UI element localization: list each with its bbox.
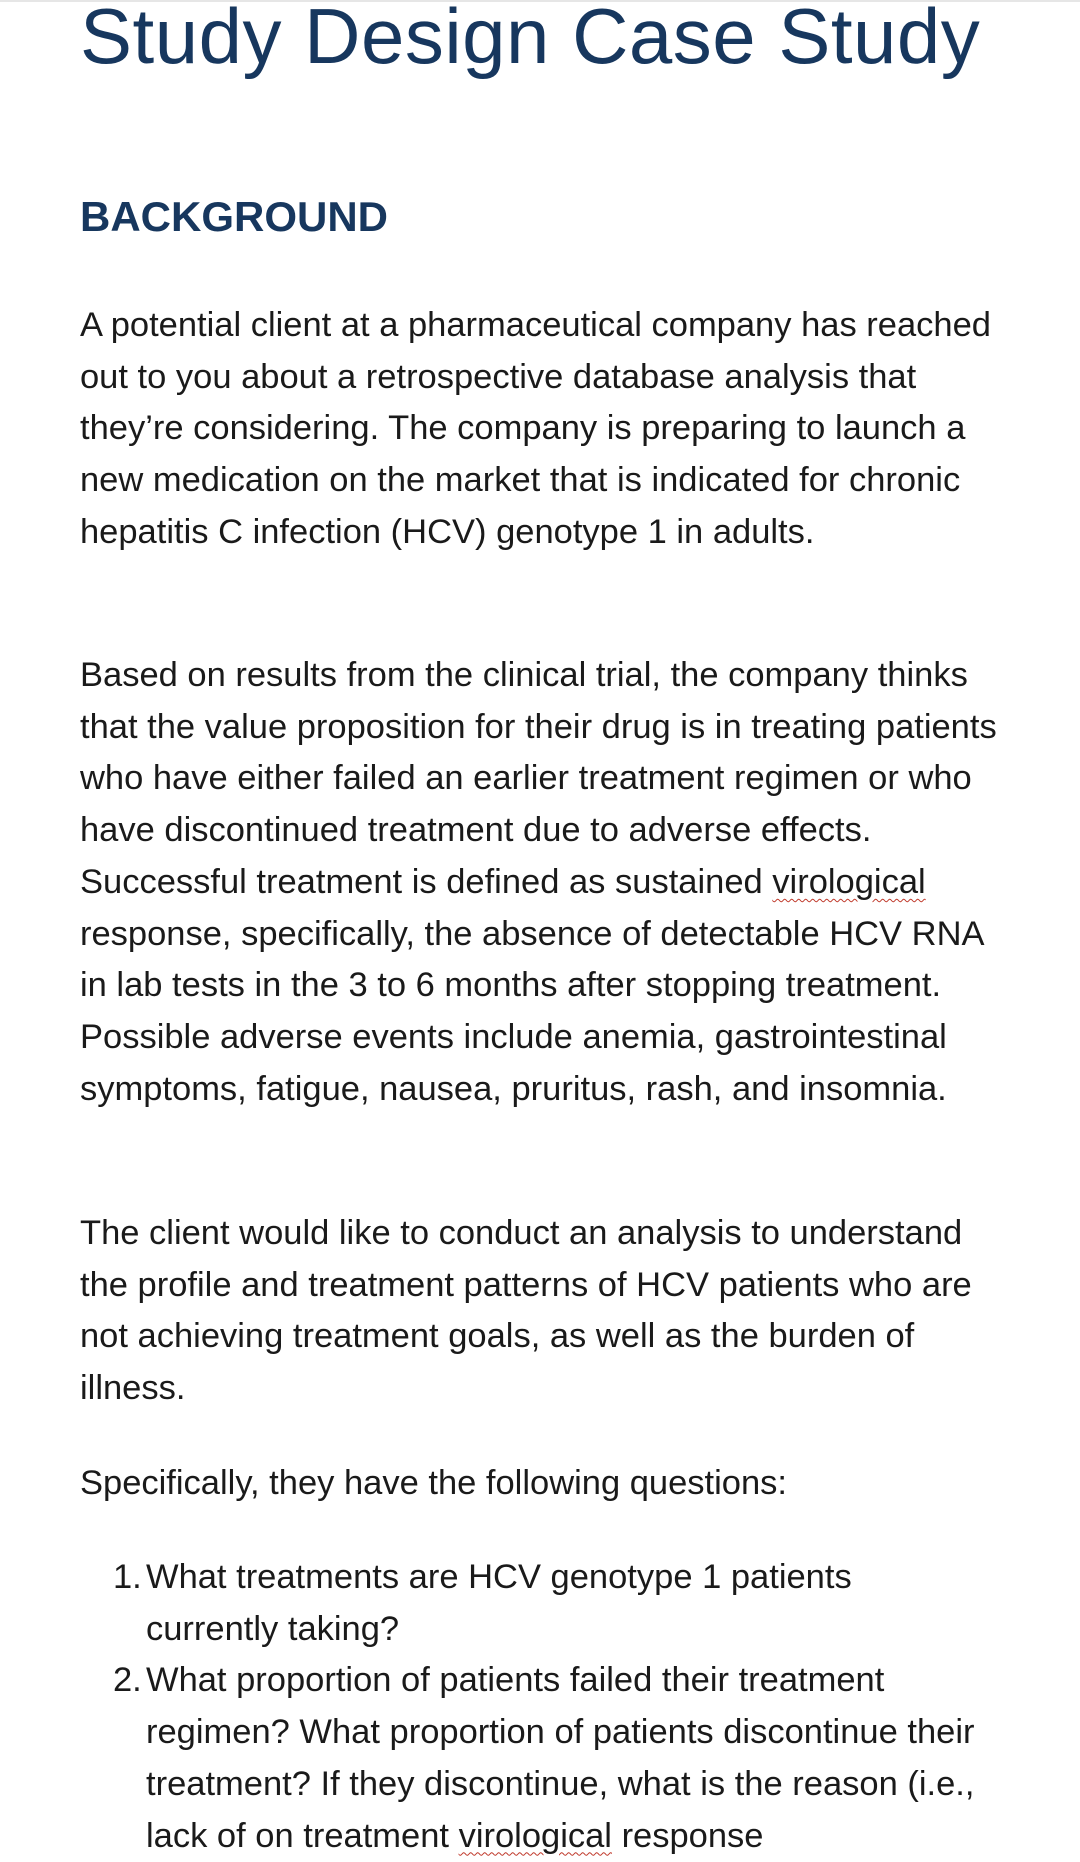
question-number: 2.: [113, 1661, 142, 1700]
spellcheck-flagged-word[interactable]: virological: [772, 862, 926, 901]
question-item: [113, 1552, 993, 1655]
paragraph-text: Based on results from the clinical trial, the company thinks that the value proposition for their drug is in treating patients who have either failed an earlier treatment regimen or who have discontinued treatment due to adverse effects. Successful treatment is defined as sustained: [80, 656, 997, 901]
document-title: Study Design Case Study: [80, 0, 981, 80]
section-heading-background: BACKGROUND: [80, 193, 388, 240]
question-text: response: [611, 1816, 764, 1855]
questions-intro: Specifically, they have the following questions:: [80, 1464, 788, 1502]
question-item: [113, 1655, 993, 1862]
question-number: 1.: [113, 1558, 142, 1596]
background-paragraph-1: A potential client at a pharmaceutical company has reached out to you about a retrospective database analysis that they’re considering. The company is preparing to launch a new medication on the market that is indicated for chronic hepatitis C infection (HCV) genotype 1 in adults.: [80, 306, 991, 551]
questions-list: [113, 1552, 993, 1862]
background-paragraph-2: [80, 650, 1015, 1115]
spellcheck-flagged-word[interactable]: virological: [458, 1816, 612, 1855]
paragraph-text: response, specifically, the absence of detectable HCV RNA in lab tests in the 3 to 6 months after stopping treatment. Possible adverse events include anemia, gastrointestinal symptoms, fatigue, nausea, pruritus, rash, and insomnia.: [80, 914, 983, 1108]
question-text: What treatments are HCV genotype 1 patients currently taking?: [146, 1558, 852, 1648]
background-paragraph-3: The client would like to conduct an analysis to understand the profile and treatment patterns of HCV patients who are not achieving treatment goals, as well as the burden of illness.: [80, 1214, 972, 1408]
question-text: What proportion of patients failed their treatment regimen? What proportion of patients discontinue their treatment? If they discontinue, what is the reason (i.e., lack of on treatment: [146, 1661, 975, 1855]
